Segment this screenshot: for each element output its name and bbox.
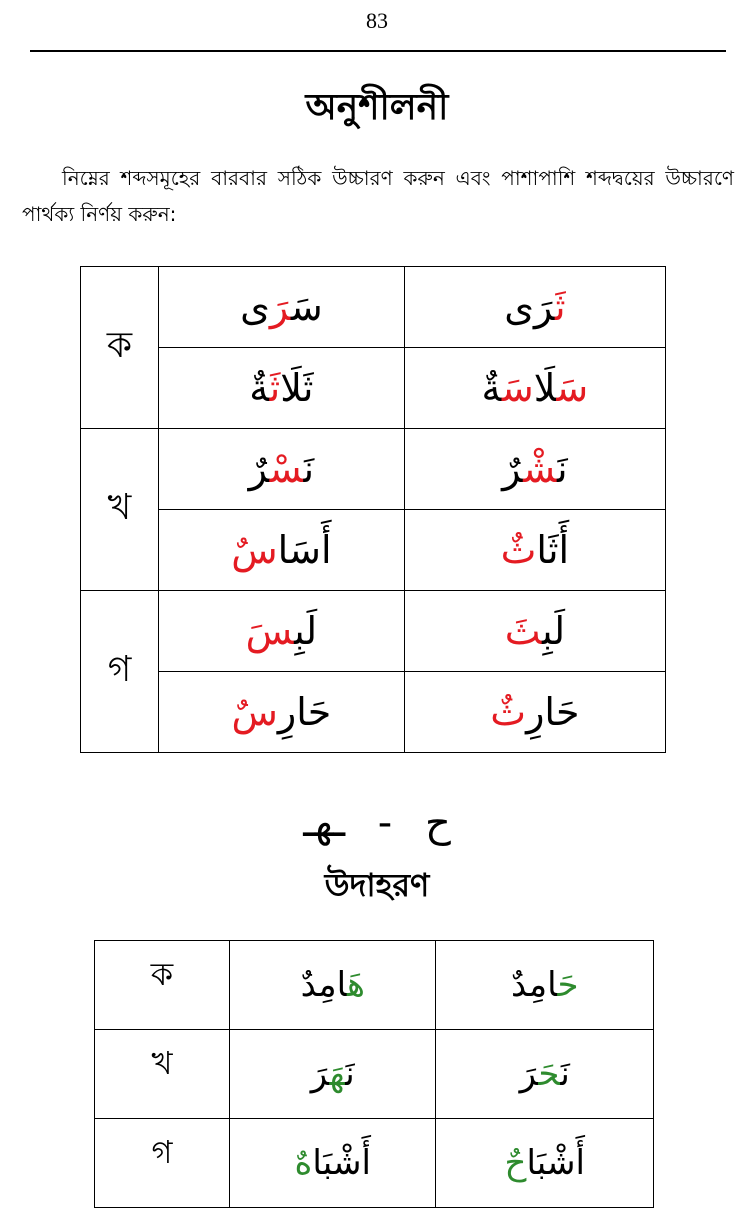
word-cell-right: حَارِثٌ bbox=[404, 672, 665, 753]
word-cell-right: سَلَاسَةٌ bbox=[404, 348, 665, 429]
header-rule bbox=[30, 50, 726, 52]
letter-haa: ح bbox=[424, 800, 451, 846]
example-cell-middle: أَشْبَاهٌ bbox=[230, 1119, 436, 1208]
group-label-ga: গ bbox=[81, 591, 159, 753]
example-label-kha: খ bbox=[95, 1030, 230, 1119]
page-number: 83 bbox=[366, 8, 388, 33]
example-cell-right: نَحَرَ bbox=[436, 1030, 654, 1119]
word-cell-right: لَبِثَ bbox=[404, 591, 665, 672]
word-cell-left: لَبِسَ bbox=[159, 591, 405, 672]
example-cell-right: حَامِدٌ bbox=[436, 941, 654, 1030]
word-cell-right: أَثَاثٌ bbox=[404, 510, 665, 591]
example-cell-right: أَشْبَاحٌ bbox=[436, 1119, 654, 1208]
example-table bbox=[94, 940, 654, 1208]
example-heading: উদাহরণ bbox=[324, 866, 430, 904]
word-cell-left: نَسْرٌ bbox=[159, 429, 405, 510]
section-title: অনুশীলনী bbox=[305, 87, 449, 128]
example-cell-middle: هَامِدٌ bbox=[230, 941, 436, 1030]
word-cell-right: ثَرَى bbox=[404, 267, 665, 348]
example-label-ka: ক bbox=[95, 941, 230, 1030]
exercise-table bbox=[80, 266, 666, 753]
example-cell-middle: نَهَرَ bbox=[230, 1030, 436, 1119]
letter-ha-medial: ـهـ bbox=[303, 800, 346, 846]
word-cell-left: سَرَى bbox=[159, 267, 405, 348]
letter-dash: - bbox=[377, 800, 393, 846]
word-cell-left: ثَلَاثَةٌ bbox=[159, 348, 405, 429]
word-cell-left: أَسَاسٌ bbox=[159, 510, 405, 591]
instruction-text: নিম্নের শব্দসমূহের বারবার সঠিক উচ্চারণ করুন এবং পাশাপাশি শব্দদ্বয়ের উচ্চারণে পার্থক্য নির্ণয় করুন: bbox=[22, 166, 734, 226]
group-label-kha: খ bbox=[81, 429, 159, 591]
word-cell-left: حَارِسٌ bbox=[159, 672, 405, 753]
word-cell-right: نَشْرٌ bbox=[404, 429, 665, 510]
group-label-ka: ক bbox=[81, 267, 159, 429]
example-label-ga: গ bbox=[95, 1119, 230, 1208]
letter-pair bbox=[0, 800, 754, 846]
